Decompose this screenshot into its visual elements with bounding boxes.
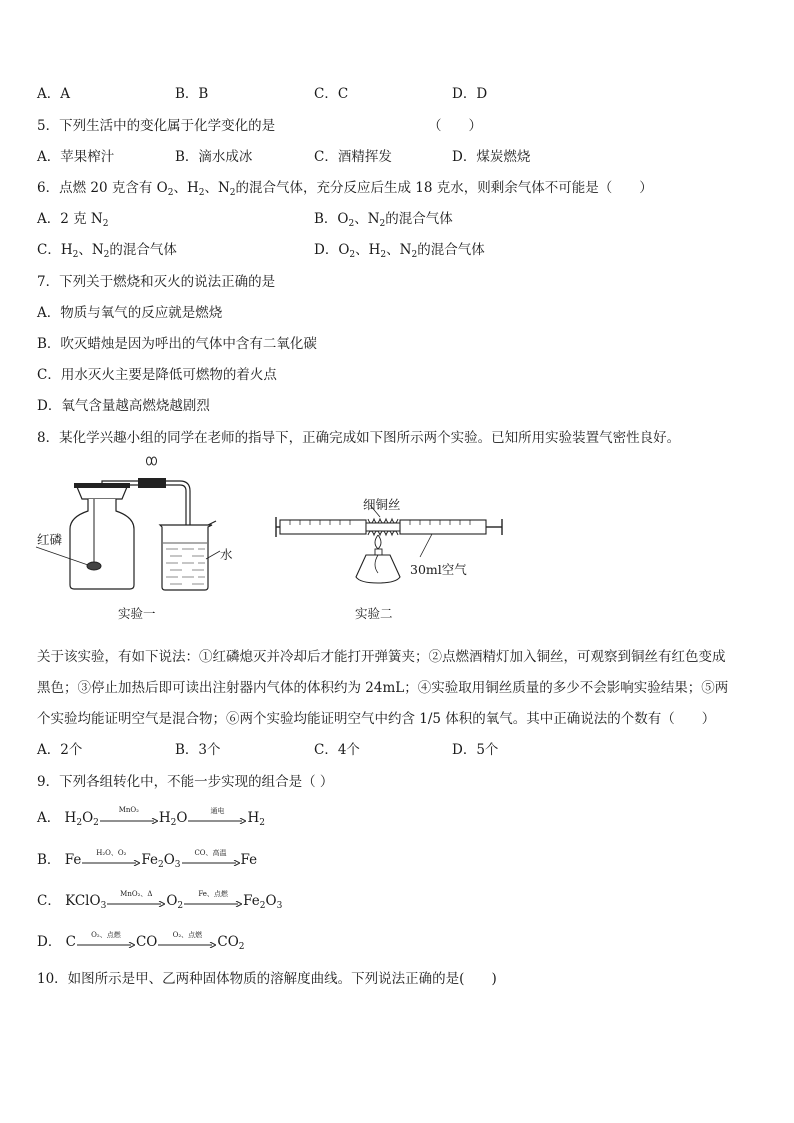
arrow-condition: H₂O、O₂ — [96, 848, 127, 857]
reaction-arrow — [100, 805, 158, 826]
sub: 2 — [229, 188, 236, 198]
q6-c-mid: 、N — [78, 242, 104, 258]
q6-option-b — [314, 207, 453, 229]
arrow-condition: O₂、点燃 — [172, 930, 203, 939]
q8-option-a: A．2个 — [37, 742, 83, 758]
arrow-condition: MnO₂ — [118, 805, 139, 814]
q6-stem-a: 6．点燃 20 克含有 O — [37, 180, 168, 196]
q9-option-c: C． KClO$_3$ MnO₂、Δ $O_2$ Fe、点燃 $Fe_2O_3$ — [37, 889, 283, 911]
q6-b-text: B．O — [314, 211, 349, 227]
reaction-arrow — [184, 889, 242, 909]
q9-option-b: B． Fe H₂O、O₂ $Fe_2O_3$ CO、高温 Fe — [37, 848, 258, 870]
q6-d-text: D．O — [314, 242, 350, 258]
q6-b-mid: 、N — [354, 211, 380, 227]
q6-c-post: 的混合气体 — [109, 242, 177, 258]
q5-option-b: B．滴水成冰 — [175, 149, 253, 165]
q6-b-post: 的混合气体 — [385, 211, 453, 227]
q4-option-d: D．D — [452, 86, 488, 102]
q6-d-mid1: 、H — [355, 242, 381, 258]
sub: 2 — [103, 250, 110, 260]
q8-paragraph-line-3: 个实验均能证明空气是混合物；⑥两个实验均能证明空气中约含 1/5 体积的氧气。其中正确说法的个数有（ ） — [37, 711, 716, 727]
q5-stem-text: 5．下列生活中的变化属于化学变化的是 — [37, 118, 276, 134]
label-30ml-air: 30ml空气 — [410, 562, 467, 577]
q5-option-d: D．煤炭燃烧 — [452, 149, 531, 165]
q6-option-d — [314, 238, 485, 260]
q6-stem-c: 、N — [204, 180, 230, 196]
experiment-one-figure — [30, 455, 230, 595]
q10-stem: 10．如图所示是甲、乙两种固体物质的溶解度曲线。下列说法正确的是( ) — [37, 971, 497, 987]
q8-option-d: D．5个 — [452, 742, 499, 758]
sub: 2 — [167, 188, 174, 198]
sub: 2 — [198, 188, 205, 198]
q6-c-text: C．H — [37, 242, 73, 258]
q6-option-c — [37, 238, 177, 260]
label-red-phosphorus: 红磷 — [37, 532, 63, 547]
sub: 2 — [380, 250, 387, 260]
arrow-condition: 通电 — [210, 806, 225, 815]
q6-stem-b: 、H — [173, 180, 199, 196]
q9-b-label: B． — [37, 852, 61, 868]
q4-option-c: C．C — [314, 86, 349, 102]
q7-stem: 7．下列关于燃烧和灭火的说法正确的是 — [37, 274, 276, 290]
q6-d-post: 的混合气体 — [417, 242, 485, 258]
q4-option-b: B．B — [175, 86, 209, 102]
reaction-arrow — [188, 806, 246, 826]
label-copper-wire: 细铜丝 — [363, 497, 401, 512]
q6-a-text: A．2 克 N — [37, 211, 103, 227]
q7-option-d: D．氧气含量越高燃烧越剧烈 — [37, 398, 210, 414]
q7-option-b: B．吹灭蜡烛是因为呼出的气体中含有二氧化碳 — [37, 336, 317, 352]
reaction-arrow — [82, 848, 140, 868]
q8-paragraph-line-2: 黑色；③停止加热后即可读出注射器内气体的体积约为 24mL；④实验取用铜丝质量的多少不会影响实验结果；⑤两 — [37, 680, 729, 696]
q6-d-mid2: 、N — [386, 242, 412, 258]
arrow-condition: O₂、点燃 — [91, 930, 121, 939]
q8-paragraph-line-1: 关于该实验，有如下说法：①红磷熄灭并冷却后才能打开弹簧夹；②点燃酒精灯加入铜丝，可观察到铜丝有红色变成 — [37, 649, 726, 665]
q9-stem: 9．下列各组转化中，不能一步实现的组合是（ ） — [37, 774, 334, 790]
reaction-arrow — [77, 930, 135, 950]
q7-option-c: C．用水灭火主要是降低可燃物的着火点 — [37, 367, 277, 383]
q9-c-label: C． — [37, 893, 61, 909]
q8-stem: 8．某化学兴趣小组的同学在老师的指导下，正确完成如下图所示两个实验。已知所用实验装置气密性良好。 — [37, 430, 681, 446]
sub: 2 — [349, 250, 356, 260]
q6-stem — [37, 176, 653, 198]
q9-option-d: D． C O₂、点燃 CO O₂、点燃 $CO_2$ — [37, 930, 245, 952]
sub: 2 — [379, 219, 386, 229]
q5-option-c: C．酒精挥发 — [314, 149, 392, 165]
label-water: 水 — [220, 547, 233, 562]
q8-option-c: C．4个 — [314, 742, 360, 758]
sub: 2 — [411, 250, 418, 260]
reaction-arrow — [182, 848, 240, 868]
reaction-arrow — [158, 930, 216, 950]
q5-paren: （ ） — [428, 118, 482, 134]
q9-a-label: A． — [37, 810, 61, 826]
q6-option-a — [37, 207, 108, 229]
q5-option-a: A．苹果榨汁 — [37, 149, 115, 165]
reaction-arrow — [107, 889, 165, 909]
q7-option-a: A．物质与氧气的反应就是燃烧 — [37, 305, 223, 321]
q9-d-label: D． — [37, 934, 62, 950]
sub: 2 — [348, 219, 355, 229]
sub: 2 — [102, 219, 109, 229]
arrow-condition: MnO₂、Δ — [120, 889, 153, 898]
q9-option-a: A． $H_2O_2$ MnO₂ $H_2O$ 通电 $H_2$ — [37, 805, 265, 828]
caption-experiment-one: 实验一 — [118, 606, 156, 621]
q6-stem-d: 的混合气体，充分反应后生成 18 克水，则剩余气体不可能是（ ） — [235, 180, 653, 196]
arrow-condition: Fe、点燃 — [198, 889, 228, 898]
caption-experiment-two: 实验二 — [355, 606, 393, 621]
arrow-condition: CO、高温 — [194, 848, 227, 857]
q4-option-a: A．A — [37, 86, 70, 102]
sub: 2 — [72, 250, 79, 260]
q8-option-b: B．3个 — [175, 742, 221, 758]
q5-stem — [37, 114, 275, 134]
